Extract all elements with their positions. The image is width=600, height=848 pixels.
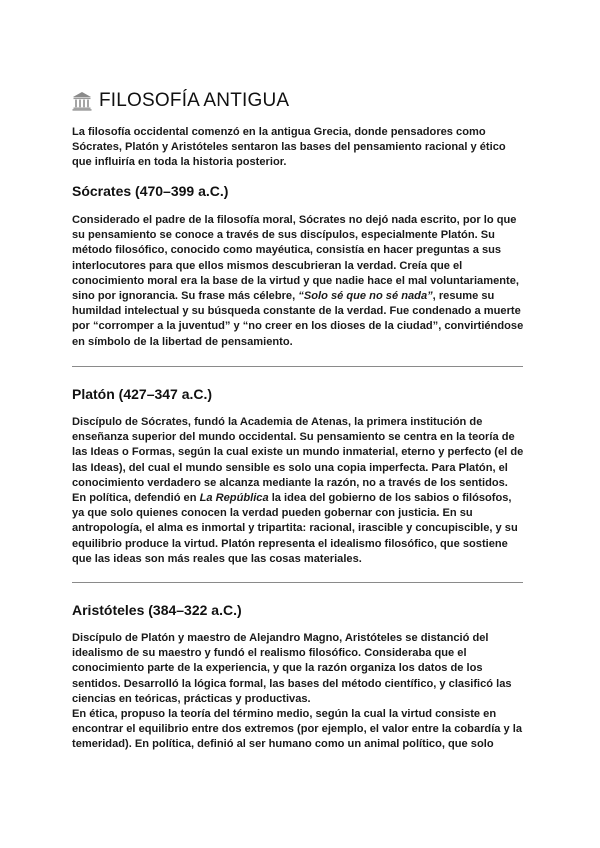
classical-building-icon xyxy=(72,91,92,111)
text-line: ciencias en teóricas, prácticas y productivas. xyxy=(72,692,311,705)
platon-paragraph xyxy=(72,415,532,567)
text-line: su pensamiento se conoce a través de sus discípulos, especialmente Platón. Su xyxy=(72,229,495,242)
text-line: ya que solo quienes conocen la verdad pueden gobernar con justicia. En su xyxy=(72,507,473,520)
page-title-text: FILOSOFÍA ANTIGUA xyxy=(99,90,290,111)
text-line xyxy=(72,491,532,506)
aristoteles-heading: Aristóteles (384–322 a.C.) xyxy=(72,602,242,618)
aristoteles-paragraph xyxy=(72,631,532,753)
famous-quote: “Solo sé que no sé nada” xyxy=(298,290,433,303)
text-line: las Ideas), del cual el mundo sensible es solo una copia imperfecta. Para Platón, el xyxy=(72,461,508,474)
text-line: Discípulo de Sócrates, fundó la Academia de Atenas, la primera institución de xyxy=(72,416,483,428)
text-line: Sócrates, Platón y Aristóteles sentaron las bases del pensamiento racional y ético xyxy=(72,141,506,154)
text-line: que las ideas son más reales que las cosas materiales. xyxy=(72,552,362,565)
text-span: En política, defendió en xyxy=(72,492,200,505)
text-line: Discípulo de Platón y maestro de Alejandro Magno, Aristóteles se distanció del xyxy=(72,632,489,644)
text-line: encontrar el equilibrio entre dos extremos (por ejemplo, el valor entre la cobardía y la xyxy=(72,723,523,736)
text-line: interlocutores para que ellos mismos descubrieran la verdad. Creía que el xyxy=(72,259,463,272)
text-line: temeridad). En política, definió al ser humano como un animal político, que solo xyxy=(72,738,494,751)
text-line: conocimiento verdadero se alcanza mediante la razón, no a través de los sentidos. xyxy=(72,476,508,489)
text-line: enseñanza superior del mundo occidental. Su pensamiento se centra en la teoría de xyxy=(72,431,515,444)
book-title: La República xyxy=(199,492,269,505)
socrates-paragraph xyxy=(72,213,532,350)
text-line: conocimiento moral era la base de la virtud y que nadie hace el mal voluntariamente, xyxy=(72,274,519,287)
text-line: En ética, propuso la teoría del término medio, según la cual la virtud consiste en xyxy=(72,708,497,721)
text-line: sentidos. Desarrolló la lógica formal, las bases del método científico, y clasificó las xyxy=(72,677,512,690)
text-line: Considerado el padre de la filosofía moral, Sócrates no dejó nada escrito, por lo que xyxy=(72,214,517,226)
text-line: las Ideas o Formas, según la cual existe un mundo inmaterial, eterno y perfecto (el de xyxy=(72,446,524,459)
text-line: por “corromper a la juventud” y “no creer en los dioses de la ciudad”, convirtiéndose xyxy=(72,320,524,333)
section-divider xyxy=(72,582,523,583)
page-title xyxy=(72,88,289,114)
text-span: la idea del gobierno de los sabios o filósofos, xyxy=(268,492,512,505)
intro-paragraph xyxy=(72,125,532,171)
platon-heading: Platón (427–347 a.C.) xyxy=(72,386,213,402)
text-line: antropología, el alma es inmortal y tripartita: racional, irascible y concupiscible, y su xyxy=(72,522,518,535)
text-line xyxy=(72,289,532,304)
text-line: idealismo de su maestro y fundó el realismo filosófico. Consideraba que el xyxy=(72,647,467,660)
text-line: en símbolo de la libertad de pensamiento. xyxy=(72,335,293,348)
section-divider xyxy=(72,366,523,367)
text-span: sino por ignorancia. Su frase más célebre, xyxy=(72,290,299,303)
text-line: conocimiento parte de la experiencia, y que la razón organiza los datos de los xyxy=(72,662,483,675)
text-line: humildad intelectual y su búsqueda constante de la verdad. Fue condenado a muerte xyxy=(72,305,521,318)
text-line: que influiría en toda la historia posterior. xyxy=(72,156,287,169)
socrates-heading: Sócrates (470–399 a.C.) xyxy=(72,183,229,199)
text-line: equilibrio produce la virtud. Platón representa el idealismo filosófico, que sostiene xyxy=(72,537,508,550)
text-span: , resume su xyxy=(432,290,495,303)
text-line: La filosofía occidental comenzó en la antigua Grecia, donde pensadores como xyxy=(72,126,486,138)
text-line: método filosófico, conocido como mayéutica, consistía en hacer preguntas a sus xyxy=(72,244,502,257)
